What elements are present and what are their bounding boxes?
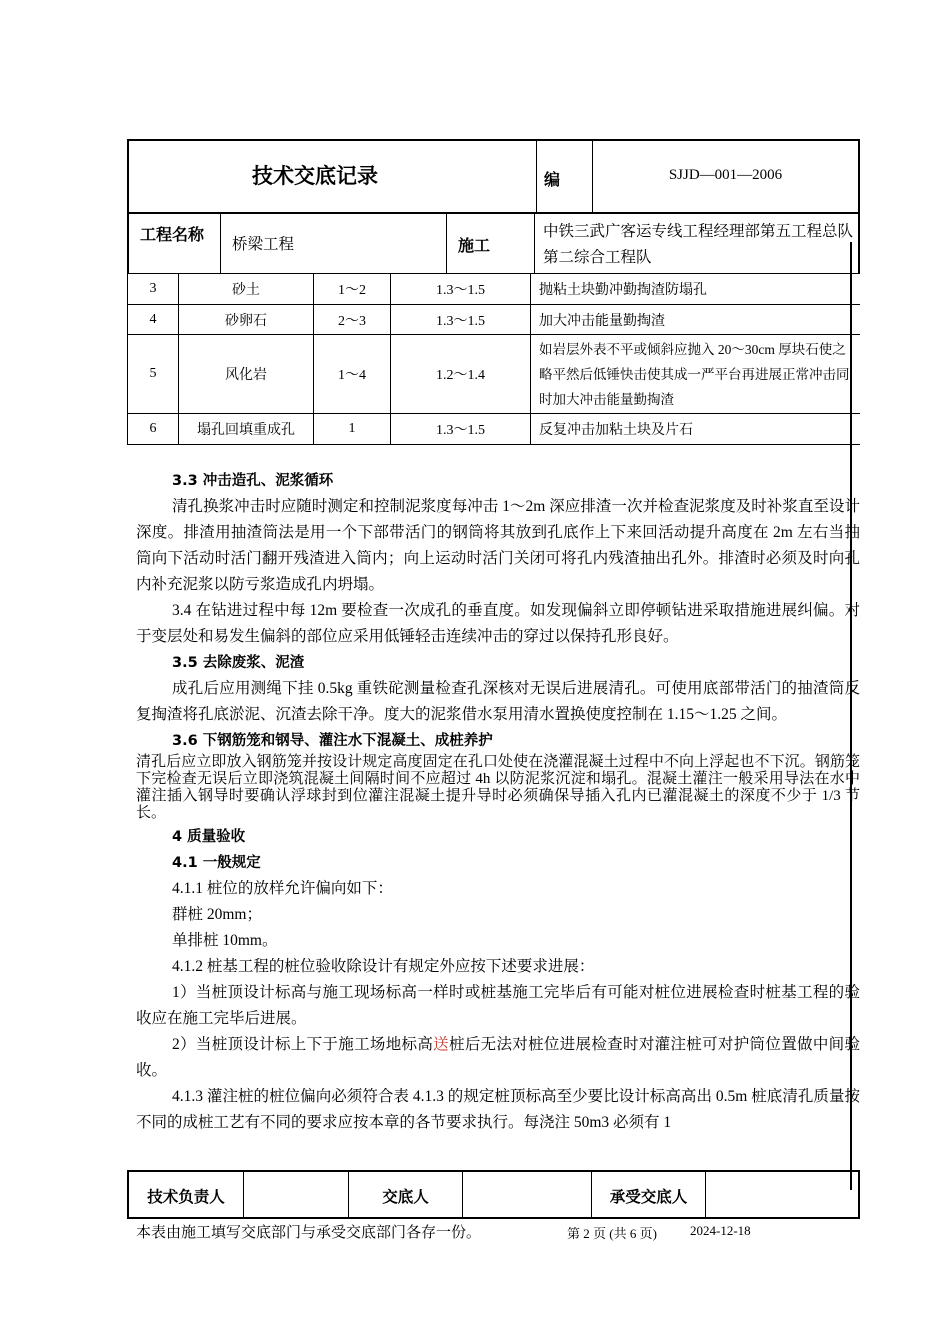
row-stroke: 1～2 bbox=[338, 283, 366, 298]
row-stroke: 2～3 bbox=[338, 313, 366, 329]
paragraph-4-1-2-a: 1）当桩顶设计标高与施工现场标高一样时或桩基施工完毕后有可能对桩位进展检查时桩基工程的验收应在施工完毕后进展。 bbox=[136, 984, 860, 1027]
code-label: 编 bbox=[544, 170, 561, 189]
row-ratio: 1.3～1.5 bbox=[436, 423, 485, 438]
paragraph-4-1-3: 4.1.3 灌注桩的桩位偏向必须符合表 4.1.3 的规定桩顶标高至少要比设计标高高出 0.5m 桩底清孔质量按不同的成桩工艺有不同的要求应按本章的各节要求执行。每浇注 50m3 必须有 1 bbox=[136, 1088, 860, 1131]
paragraph-3-4: 3.4 在钻进过程中每 12m 要检查一次成孔的垂直度。如发现偏斜立即停顿钻进采取措施进展纠偏。对于变层处和易发生偏斜的部位应采用低锤轻击连续冲击的穿过以保持孔形良好。 bbox=[136, 602, 860, 645]
paragraph-3-5: 成孔后应用测绳下挂 0.5kg 重铁砣测量检查孔深核对无误后进展清孔。可使用底部带活门的抽渣筒反复掏渣将孔底淤泥、沉渣去除干净。度大的泥浆借水泵用清水置换使度控制在 1.15～1.25 之间。 bbox=[136, 680, 860, 723]
heading-3-3: 3.3 冲击造孔、泥浆循环 bbox=[172, 473, 334, 489]
heading-4-1: 4.1 一般规定 bbox=[172, 855, 261, 871]
row-stroke: 1 bbox=[348, 421, 356, 436]
paragraph-4-1-1-b: 单排桩 10mm。 bbox=[172, 932, 278, 949]
row-ratio: 1.3～1.5 bbox=[436, 283, 485, 298]
tech-lead-label: 技术负责人 bbox=[147, 1188, 225, 1206]
contractor-label: 施工 bbox=[458, 236, 491, 255]
row-note: 反复冲击加粘土块及片石 bbox=[539, 423, 693, 438]
row-ratio: 1.3～1.5 bbox=[436, 313, 485, 329]
heading-4: 4 质量验收 bbox=[172, 829, 246, 845]
row-soil: 砂土 bbox=[232, 283, 260, 298]
row-no: 6 bbox=[149, 421, 157, 436]
row-no: 3 bbox=[149, 281, 157, 296]
heading-3-6: 3.6 下钢筋笼和钢导、灌注水下混凝土、成桩养护 bbox=[172, 733, 493, 749]
contractor-value: 中铁三武广客运专线工程经理部第五工程总队第二综合工程队 bbox=[543, 223, 854, 266]
row-ratio: 1.2～1.4 bbox=[436, 368, 485, 383]
body-content bbox=[136, 468, 860, 1136]
project-label: 工程名称 bbox=[140, 225, 205, 244]
row-soil: 风化岩 bbox=[225, 368, 267, 383]
row-note: 抛粘土块勤冲勤掏渣防塌孔 bbox=[539, 283, 707, 298]
disclosing-label: 交底人 bbox=[382, 1188, 429, 1206]
highlighted-char: 送 bbox=[433, 1036, 449, 1053]
row-no: 4 bbox=[149, 311, 157, 327]
paragraph-3-6: 清孔后应立即放入钢筋笼并按设计规定高度固定在孔口处使在浇灌混凝土过程中不向上浮起也不下沉。钢筋笼下完检查无误后立即浇筑混凝土间隔时间不应超过 4h 以防泥浆沉淀和塌孔。混凝土灌注一般采用导法在水中灌注插入钢导时要确认浮球封到位灌注混凝土提升导时必须确保导插入孔内已灌混凝土的深度不少于 1/3 节长。 bbox=[136, 754, 860, 821]
paragraph-4-1-1-a: 群桩 20mm； bbox=[172, 906, 262, 923]
project-value: 桥梁工程 bbox=[232, 236, 295, 253]
row-note: 加大冲击能量勤掏渣 bbox=[539, 313, 665, 329]
document-title: 技术交底记录 bbox=[252, 164, 378, 188]
row-note: 如岩层外表不平或倾斜应抛入 20～30cm 厚块石使之略平然后低锤快击使其成一严平台再进展正常冲击同时加大冲击能量勤掏渣 bbox=[539, 341, 850, 407]
row-soil: 塌孔回填重成孔 bbox=[197, 423, 295, 438]
receiving-label: 承受交底人 bbox=[609, 1188, 688, 1206]
heading-3-5: 3.5 去除废浆、泥渣 bbox=[172, 655, 305, 671]
paragraph-4-1-2: 4.1.2 桩基工程的桩位验收除设计有规定外应按下述要求进展： bbox=[172, 958, 595, 975]
paragraph-4-1-2-b-pre: 2）当桩顶设计标上下于施工场地标高 bbox=[172, 1036, 434, 1053]
row-soil: 砂卵石 bbox=[225, 313, 267, 329]
paragraph-4-1-2-b-post: 桩后无法对桩位进展检查时对灌注桩可对护筒位置做中间验收。 bbox=[136, 1036, 860, 1079]
footer-date: 2024-12-18 bbox=[690, 1223, 751, 1238]
code-value: SJJD—001—2006 bbox=[668, 167, 783, 183]
paragraph-3-3: 清孔换浆冲击时应随时测定和控制泥浆度每冲击 1～2m 深应排渣一次并检查泥浆度及时补浆直至设计深度。排渣用抽渣筒法是用一个下部带活门的钢筒将其放到孔底作上下来回活动提升高度在 2m 左右当抽筒向下活动时活门翻开残渣进入筒内；向上运动时活门关闭可将孔内残渣抽出孔外。排渣时必须及时向孔内补充泥浆以防亏浆造成孔内坍塌。 bbox=[136, 498, 860, 593]
page-number: 第 2 页 (共 6 页) bbox=[567, 1226, 657, 1241]
footer-note: 本表由施工填写交底部门与承受交底部门各存一份。 bbox=[136, 1223, 482, 1241]
row-stroke: 1～4 bbox=[338, 368, 366, 383]
paragraph-4-1-2-b bbox=[136, 1032, 860, 1084]
paragraph-4-1-1: 4.1.1 桩位的放样允许偏向如下： bbox=[172, 880, 393, 897]
row-no: 5 bbox=[149, 366, 157, 381]
